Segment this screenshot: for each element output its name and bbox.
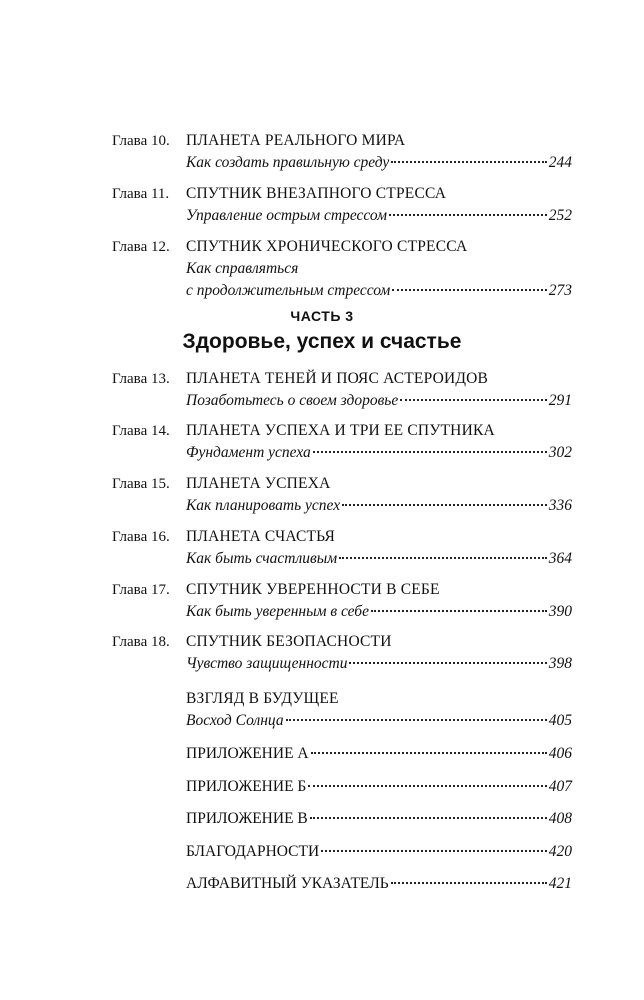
toc-entry-chapter-15[interactable] [112, 473, 572, 517]
toc-entry-chapter-16[interactable] [112, 526, 572, 570]
part-title: Здоровье, успех и счастье [182, 330, 462, 353]
chapter-subtitle: с продолжительным стрессом [186, 282, 391, 299]
page-number: 291 [548, 392, 572, 409]
toc-entry-appendix-v[interactable] [186, 808, 572, 830]
chapter-subtitle: Чувство защищенности [186, 655, 348, 672]
dot-leader [313, 451, 547, 453]
chapter-label: Глава 13. [112, 371, 170, 387]
chapter-label: Глава 14. [112, 423, 170, 439]
chapter-label: Глава 18. [112, 634, 170, 650]
chapter-heading: ПЛАНЕТА СЧАСТЬЯ [186, 528, 335, 545]
page-number: 407 [548, 778, 572, 795]
chapter-label: Глава 11. [112, 186, 170, 202]
page-number: 390 [548, 603, 572, 620]
toc-entry-index[interactable] [186, 873, 572, 895]
chapter-subtitle-line1: Как справляться [186, 260, 299, 277]
chapter-heading: СПУТНИК ВНЕЗАПНОГО СТРЕССА [186, 185, 447, 202]
chapter-heading: СПУТНИК ХРОНИЧЕСКОГО СТРЕССА [186, 238, 468, 255]
toc-row [186, 743, 572, 765]
dot-leader [389, 214, 547, 216]
section-title: ПРИЛОЖЕНИЕ Б [186, 778, 307, 795]
chapter-subtitle-row [186, 601, 572, 623]
toc-row [186, 841, 572, 863]
chapter-subtitle: Как создать правильную среду [186, 154, 390, 171]
toc-entry-appendix-a[interactable] [186, 743, 572, 765]
dot-leader [391, 161, 546, 163]
section-title: ПРИЛОЖЕНИЕ В [186, 810, 308, 827]
chapter-heading: СПУТНИК УВЕРЕННОСТИ В СЕБЕ [186, 581, 440, 598]
chapter-label: Глава 12. [112, 239, 170, 255]
chapter-heading: ПЛАНЕТА УСПЕХА [186, 475, 331, 492]
toc-entry-future[interactable] [186, 688, 572, 732]
chapter-label: Глава 10. [112, 133, 170, 149]
chapter-subtitle: Как быть счастливым [186, 550, 338, 567]
chapter-subtitle-row [186, 548, 572, 570]
page-number: 421 [548, 875, 572, 892]
chapter-label: Глава 15. [112, 476, 170, 492]
page-number: 273 [548, 282, 572, 299]
page-number: 398 [548, 655, 572, 672]
dot-leader [321, 850, 547, 852]
chapter-label: Глава 16. [112, 529, 170, 545]
dot-leader [349, 662, 546, 664]
dot-leader [311, 752, 547, 754]
chapter-subtitle-row [186, 152, 572, 174]
toc-entry-acknowledgements[interactable] [186, 841, 572, 863]
section-subtitle: Восход Солнца [186, 712, 284, 729]
page-number: 420 [548, 843, 572, 860]
toc-row [186, 776, 572, 798]
chapter-subtitle: Как быть уверенным в себе [186, 603, 369, 620]
chapter-subtitle-row [186, 205, 572, 227]
dot-leader [371, 610, 547, 612]
page-number: 252 [548, 207, 572, 224]
toc-row [186, 808, 572, 830]
toc-row [186, 873, 572, 895]
dot-leader [286, 719, 547, 721]
dot-leader [391, 882, 547, 884]
dot-leader [400, 399, 547, 401]
toc-entry-chapter-14[interactable] [112, 420, 572, 464]
toc-entry-chapter-10[interactable] [112, 130, 572, 174]
chapter-subtitle: Как планировать успех [186, 497, 341, 514]
dot-leader [339, 557, 547, 559]
section-heading: ВЗГЛЯД В БУДУЩЕЕ [186, 690, 339, 707]
chapter-subtitle: Позаботьтесь о своем здоровье [186, 392, 399, 409]
dot-leader [310, 817, 547, 819]
chapter-subtitle-row [186, 442, 572, 464]
section-title: ПРИЛОЖЕНИЕ А [186, 745, 309, 762]
chapter-heading: СПУТНИК БЕЗОПАСНОСТИ [186, 633, 392, 650]
dot-leader [392, 289, 546, 291]
dot-leader [308, 785, 546, 787]
chapter-subtitle: Фундамент успеха [186, 444, 311, 461]
chapter-heading: ПЛАНЕТА ТЕНЕЙ И ПОЯС АСТЕРОИДОВ [186, 370, 489, 387]
page-number: 336 [548, 497, 572, 514]
page-number: 244 [548, 154, 572, 171]
toc-entry-chapter-13[interactable] [112, 368, 572, 412]
page-number: 405 [548, 712, 572, 729]
section-title: БЛАГОДАРНОСТИ [186, 843, 320, 860]
toc-entry-chapter-12[interactable] [112, 236, 572, 302]
page-number: 302 [548, 444, 572, 461]
toc-entry-chapter-17[interactable] [112, 579, 572, 623]
section-subtitle-row [186, 710, 572, 732]
chapter-subtitle-row [186, 390, 572, 412]
chapter-subtitle: Управление острым стрессом [186, 207, 387, 224]
chapter-subtitle-row [186, 280, 572, 302]
chapter-heading: ПЛАНЕТА УСПЕХА И ТРИ ЕЕ СПУТНИКА [186, 422, 495, 439]
toc-entry-chapter-18[interactable] [112, 631, 572, 675]
chapter-label: Глава 17. [112, 582, 170, 598]
chapter-subtitle-row [186, 495, 572, 517]
page-number: 406 [548, 745, 572, 762]
page-number: 364 [548, 550, 572, 567]
section-title: АЛФАВИТНЫЙ УКАЗАТЕЛЬ [186, 875, 389, 892]
chapter-heading: ПЛАНЕТА РЕАЛЬНОГО МИРА [186, 132, 406, 149]
page-number: 408 [548, 810, 572, 827]
dot-leader [342, 504, 547, 506]
chapter-subtitle-row [186, 653, 572, 675]
toc-entry-chapter-11[interactable] [112, 183, 572, 227]
toc-entry-appendix-b[interactable] [186, 776, 572, 798]
part-label: ЧАСТЬ 3 [290, 308, 354, 324]
